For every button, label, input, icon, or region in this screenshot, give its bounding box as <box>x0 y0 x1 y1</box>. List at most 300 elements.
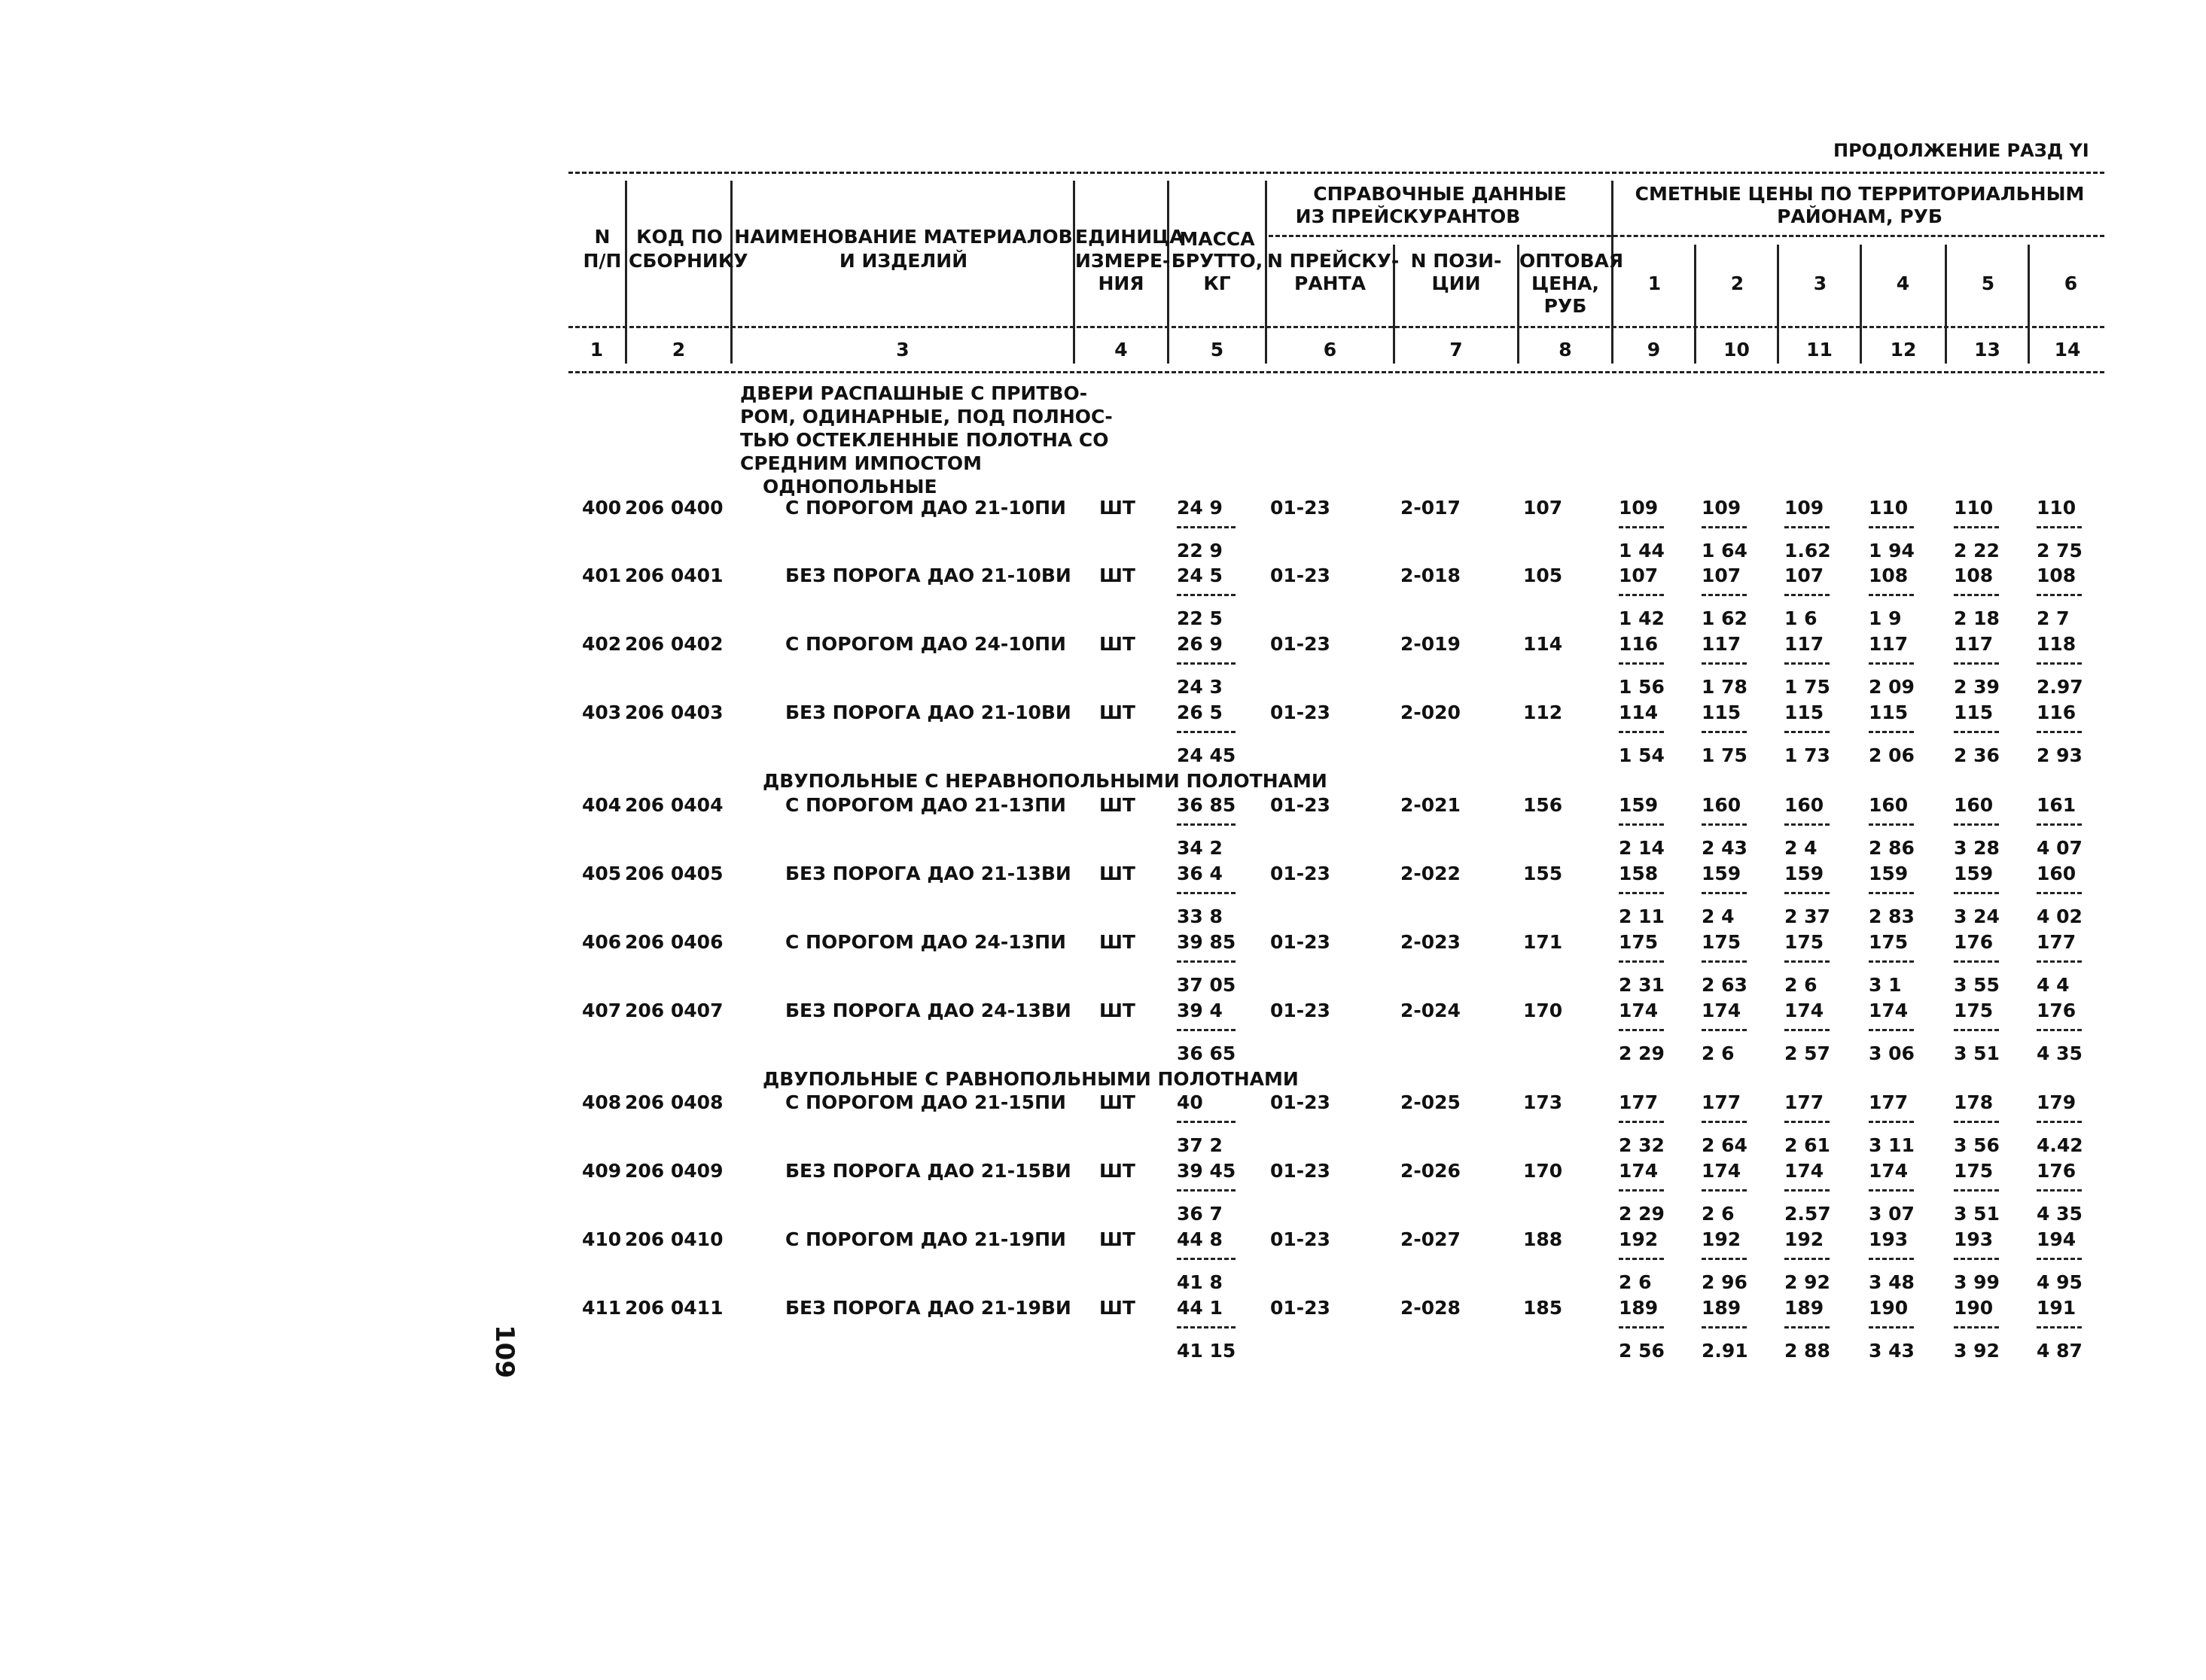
price-divider <box>1784 526 1830 528</box>
price-region-6: 118 <box>2037 633 2077 655</box>
row-wholesale: 173 <box>1523 1091 1563 1113</box>
price-alt-region-5: 3 99 <box>1954 1271 2000 1293</box>
price-alt-region-2: 2.91 <box>1702 1340 1748 1362</box>
price-alt-region-2: 2 43 <box>1702 837 1747 859</box>
row-position: 2-026 <box>1400 1160 1461 1182</box>
row-mass-alt: 41 15 <box>1177 1340 1236 1362</box>
header-name-line2: И ИЗДЕЛИЙ <box>839 250 968 272</box>
row-name: С ПОРОГОМ ДАО 21-10ПИ <box>785 497 1066 519</box>
price-region-5: 117 <box>1954 633 1994 655</box>
row-code: 206 0408 <box>625 1091 724 1113</box>
price-divider <box>1954 1326 1999 1328</box>
row-number: 407 <box>582 1000 622 1021</box>
section-unequal: ДВУПОЛЬНЫЕ С НЕРАВНОПОЛЬНЫМИ ПОЛОТНАМИ <box>763 770 1327 792</box>
row-mass-alt: 22 9 <box>1177 540 1223 562</box>
column-number-5: 5 <box>1210 339 1224 361</box>
row-position: 2-021 <box>1400 794 1461 816</box>
price-alt-region-3: 2 4 <box>1784 837 1818 859</box>
price-region-3: 109 <box>1784 497 1824 519</box>
header-mass-line2: БРУТТО, <box>1171 250 1263 272</box>
row-position: 2-023 <box>1400 931 1461 953</box>
price-region-3: 192 <box>1784 1228 1824 1250</box>
mass-divider <box>1177 960 1236 963</box>
price-divider <box>2037 1258 2082 1260</box>
price-region-2: 192 <box>1702 1228 1741 1250</box>
row-wholesale: 188 <box>1523 1228 1563 1250</box>
price-alt-region-1: 2 32 <box>1619 1134 1665 1156</box>
row-unit: ШТ <box>1099 931 1135 953</box>
price-region-5: 193 <box>1954 1228 1994 1250</box>
price-region-1: 109 <box>1619 497 1659 519</box>
price-divider <box>1702 1189 1747 1192</box>
row-number: 405 <box>582 863 622 884</box>
section-equal: ДВУПОЛЬНЫЕ С РАВНОПОЛЬНЫМИ ПОЛОТНАМИ <box>763 1068 1299 1090</box>
header-price-group-line2: РАЙОНАМ, РУБ <box>1777 205 1942 227</box>
row-mass: 36 85 <box>1177 794 1236 816</box>
header-pricelist-line1: N ПРЕЙСКУ- <box>1267 250 1400 272</box>
row-number: 409 <box>582 1160 622 1182</box>
mass-divider <box>1177 731 1236 733</box>
price-region-4: 190 <box>1869 1297 1909 1319</box>
row-wholesale: 155 <box>1523 863 1563 884</box>
continuation-label: ПРОДОЛЖЕНИЕ РАЗД YI <box>1833 140 2089 161</box>
row-code: 206 0402 <box>625 633 724 655</box>
row-unit: ШТ <box>1099 1000 1135 1021</box>
price-alt-region-3: 1.62 <box>1784 540 1831 562</box>
vrule <box>730 181 733 364</box>
header-np-line1: N <box>594 226 611 248</box>
price-region-5: 190 <box>1954 1297 1994 1319</box>
price-divider <box>2037 823 2082 826</box>
row-name: С ПОРОГОМ ДАО 21-19ПИ <box>785 1228 1066 1250</box>
row-code: 206 0400 <box>625 497 724 519</box>
price-divider <box>1954 731 1999 733</box>
row-mass: 40 <box>1177 1091 1203 1113</box>
price-divider <box>1619 892 1664 894</box>
price-divider <box>1702 1258 1747 1260</box>
header-region-4: 4 <box>1896 272 1910 294</box>
row-mass-alt: 41 8 <box>1177 1271 1223 1293</box>
price-divider <box>2037 892 2082 894</box>
price-region-1: 192 <box>1619 1228 1659 1250</box>
header-unit-line1: ЕДИНИЦА <box>1075 226 1184 248</box>
row-pricelist: 01-23 <box>1270 497 1330 519</box>
price-alt-region-3: 1 73 <box>1784 744 1830 766</box>
price-divider <box>1784 731 1830 733</box>
row-mass-alt: 24 3 <box>1177 676 1223 698</box>
row-name: БЕЗ ПОРОГА ДАО 21-10ВИ <box>785 702 1071 723</box>
price-divider <box>1619 594 1664 596</box>
price-region-4: 159 <box>1869 863 1909 884</box>
price-region-3: 189 <box>1784 1297 1824 1319</box>
row-position: 2-028 <box>1400 1297 1461 1319</box>
price-alt-region-2: 1 62 <box>1702 607 1747 629</box>
price-divider <box>1619 823 1664 826</box>
price-region-5: 176 <box>1954 931 1994 953</box>
row-number: 401 <box>582 565 622 586</box>
row-name: БЕЗ ПОРОГА ДАО 21-10ВИ <box>785 565 1071 586</box>
price-divider <box>1954 1029 1999 1031</box>
price-alt-region-4: 2 06 <box>1869 744 1915 766</box>
column-number-4: 4 <box>1114 339 1128 361</box>
section-intro-line4: СРЕДНИМ ИМПОСТОМ <box>740 452 982 474</box>
header-unit-line3: НИЯ <box>1098 272 1144 294</box>
header-unit-line2: ИЗМЕРЕ- <box>1075 250 1171 272</box>
price-region-2: 117 <box>1702 633 1741 655</box>
price-divider <box>1702 823 1747 826</box>
price-region-5: 108 <box>1954 565 1994 586</box>
column-number-10: 10 <box>1723 339 1750 361</box>
row-pricelist: 01-23 <box>1270 1297 1330 1319</box>
price-region-1: 114 <box>1619 702 1659 723</box>
price-divider <box>1954 960 1999 963</box>
price-region-4: 174 <box>1869 1000 1909 1021</box>
price-alt-region-6: 2 75 <box>2037 540 2083 562</box>
price-alt-region-4: 2 86 <box>1869 837 1915 859</box>
row-pricelist: 01-23 <box>1270 702 1330 723</box>
price-region-2: 174 <box>1702 1000 1741 1021</box>
price-divider <box>1869 594 1914 596</box>
row-mass: 24 5 <box>1177 565 1223 586</box>
row-mass: 44 1 <box>1177 1297 1223 1319</box>
row-number: 406 <box>582 931 622 953</box>
mass-divider <box>1177 662 1236 665</box>
header-pricelist-line2: РАНТА <box>1294 272 1366 294</box>
price-divider <box>1784 960 1830 963</box>
price-divider <box>2037 1189 2082 1192</box>
price-region-5: 160 <box>1954 794 1994 816</box>
price-alt-region-2: 2 64 <box>1702 1134 1747 1156</box>
price-alt-region-3: 2 6 <box>1784 974 1818 996</box>
column-number-6: 6 <box>1323 339 1337 361</box>
header-name-line1: НАИМЕНОВАНИЕ МАТЕРИАЛОВ <box>734 226 1073 248</box>
price-divider <box>1619 960 1664 963</box>
row-pricelist: 01-23 <box>1270 1160 1330 1182</box>
price-region-1: 174 <box>1619 1000 1659 1021</box>
price-divider <box>1954 594 1999 596</box>
price-divider <box>1702 731 1747 733</box>
row-wholesale: 170 <box>1523 1160 1563 1182</box>
price-alt-region-6: 4 35 <box>2037 1042 2083 1064</box>
price-divider <box>1702 1326 1747 1328</box>
header-position-line1: N ПОЗИ- <box>1410 250 1502 272</box>
row-wholesale: 156 <box>1523 794 1563 816</box>
price-divider <box>1869 823 1914 826</box>
row-wholesale: 170 <box>1523 1000 1563 1021</box>
row-wholesale: 114 <box>1523 633 1563 655</box>
row-unit: ШТ <box>1099 794 1135 816</box>
price-region-6: 194 <box>2037 1228 2077 1250</box>
row-mass: 26 9 <box>1177 633 1223 655</box>
price-region-1: 116 <box>1619 633 1659 655</box>
price-region-3: 177 <box>1784 1091 1824 1113</box>
price-alt-region-1: 2 6 <box>1619 1271 1652 1293</box>
row-position: 2-024 <box>1400 1000 1461 1021</box>
price-divider <box>2037 1326 2082 1328</box>
row-number: 402 <box>582 633 622 655</box>
mass-divider <box>1177 1121 1236 1123</box>
row-pricelist: 01-23 <box>1270 794 1330 816</box>
mass-divider <box>1177 823 1236 826</box>
price-alt-region-5: 3 51 <box>1954 1042 2000 1064</box>
row-unit: ШТ <box>1099 1160 1135 1182</box>
price-region-4: 160 <box>1869 794 1909 816</box>
price-alt-region-6: 4 07 <box>2037 837 2083 859</box>
price-region-2: 175 <box>1702 931 1741 953</box>
price-region-1: 189 <box>1619 1297 1659 1319</box>
row-wholesale: 171 <box>1523 931 1563 953</box>
price-region-2: 159 <box>1702 863 1741 884</box>
row-mass-alt: 36 7 <box>1177 1203 1223 1225</box>
price-region-3: 160 <box>1784 794 1824 816</box>
price-region-6: 160 <box>2037 863 2077 884</box>
header-region-1: 1 <box>1647 272 1662 294</box>
row-position: 2-027 <box>1400 1228 1461 1250</box>
price-divider <box>1619 731 1664 733</box>
price-region-2: 115 <box>1702 702 1741 723</box>
price-alt-region-6: 2 93 <box>2037 744 2083 766</box>
price-alt-region-1: 2 29 <box>1619 1203 1665 1225</box>
price-alt-region-5: 3 28 <box>1954 837 2000 859</box>
price-divider <box>1784 823 1830 826</box>
row-pricelist: 01-23 <box>1270 931 1330 953</box>
row-pricelist: 01-23 <box>1270 863 1330 884</box>
price-region-2: 109 <box>1702 497 1741 519</box>
row-name: БЕЗ ПОРОГА ДАО 21-15ВИ <box>785 1160 1071 1182</box>
header-mass-line1: МАССА <box>1179 228 1255 250</box>
header-region-3: 3 <box>1813 272 1827 294</box>
row-name: С ПОРОГОМ ДАО 21-13ПИ <box>785 794 1066 816</box>
price-alt-region-2: 2 6 <box>1702 1042 1735 1064</box>
price-divider <box>1702 1121 1747 1123</box>
price-alt-region-6: 4 4 <box>2037 974 2070 996</box>
row-code: 206 0405 <box>625 863 724 884</box>
price-region-3: 115 <box>1784 702 1824 723</box>
price-region-4: 108 <box>1869 565 1909 586</box>
row-position: 2-018 <box>1400 565 1461 586</box>
price-alt-region-1: 1 54 <box>1619 744 1665 766</box>
price-region-4: 115 <box>1869 702 1909 723</box>
price-alt-region-6: 4 35 <box>2037 1203 2083 1225</box>
price-alt-region-1: 2 29 <box>1619 1042 1665 1064</box>
price-alt-region-3: 2.57 <box>1784 1203 1831 1225</box>
row-wholesale: 107 <box>1523 497 1563 519</box>
vrule <box>1611 181 1613 364</box>
price-alt-region-2: 1 64 <box>1702 540 1747 562</box>
price-divider <box>1784 1326 1830 1328</box>
vrule <box>1073 181 1075 364</box>
price-alt-region-1: 2 14 <box>1619 837 1665 859</box>
mass-divider <box>1177 526 1236 528</box>
row-number: 411 <box>582 1297 622 1319</box>
price-alt-region-1: 1 56 <box>1619 676 1665 698</box>
price-region-1: 175 <box>1619 931 1659 953</box>
price-region-6: 176 <box>2037 1000 2077 1021</box>
row-code: 206 0410 <box>625 1228 724 1250</box>
price-divider <box>1954 892 1999 894</box>
price-divider <box>1619 1029 1664 1031</box>
price-divider <box>1784 662 1830 665</box>
section-intro-line2: РОМ, ОДИНАРНЫЕ, ПОД ПОЛНОС- <box>740 406 1113 428</box>
price-region-3: 159 <box>1784 863 1824 884</box>
price-alt-region-6: 2 7 <box>2037 607 2070 629</box>
price-alt-region-1: 2 56 <box>1619 1340 1665 1362</box>
price-alt-region-5: 3 92 <box>1954 1340 2000 1362</box>
price-alt-region-4: 1 94 <box>1869 540 1915 562</box>
price-divider <box>1954 1121 1999 1123</box>
rule-header-bottom <box>568 371 2104 373</box>
price-region-5: 175 <box>1954 1000 1994 1021</box>
row-name: С ПОРОГОМ ДАО 21-15ПИ <box>785 1091 1066 1113</box>
price-divider <box>1619 1189 1664 1192</box>
price-divider <box>1619 662 1664 665</box>
row-position: 2-020 <box>1400 702 1461 723</box>
row-mass: 39 4 <box>1177 1000 1223 1021</box>
row-number: 403 <box>582 702 622 723</box>
price-divider <box>1954 1189 1999 1192</box>
price-divider <box>1784 1121 1830 1123</box>
price-alt-region-6: 4 95 <box>2037 1271 2083 1293</box>
header-region-6: 6 <box>2064 272 2078 294</box>
price-region-2: 160 <box>1702 794 1741 816</box>
header-np-line2: П/П <box>583 250 622 272</box>
row-unit: ШТ <box>1099 702 1135 723</box>
price-divider <box>1869 892 1914 894</box>
price-region-5: 115 <box>1954 702 1994 723</box>
row-unit: ШТ <box>1099 1297 1135 1319</box>
row-mass-alt: 37 2 <box>1177 1134 1223 1156</box>
price-alt-region-3: 2 88 <box>1784 1340 1830 1362</box>
column-number-2: 2 <box>672 339 686 361</box>
column-number-11: 11 <box>1806 339 1833 361</box>
row-code: 206 0407 <box>625 1000 724 1021</box>
mass-divider <box>1177 1258 1236 1260</box>
price-region-1: 174 <box>1619 1160 1659 1182</box>
row-number: 400 <box>582 497 622 519</box>
price-divider <box>2037 1121 2082 1123</box>
row-unit: ШТ <box>1099 565 1135 586</box>
price-alt-region-2: 1 78 <box>1702 676 1747 698</box>
header-wholesale-line2: ЦЕНА, <box>1531 272 1600 294</box>
header-price-group-line1: СМЕТНЫЕ ЦЕНЫ ПО ТЕРРИТОРИАЛЬНЫМ <box>1635 183 2085 205</box>
price-divider <box>1784 1258 1830 1260</box>
mass-divider <box>1177 892 1236 894</box>
row-mass-alt: 24 45 <box>1177 744 1236 766</box>
price-alt-region-3: 1 6 <box>1784 607 1818 629</box>
price-divider <box>1702 892 1747 894</box>
vrule <box>1265 181 1267 364</box>
price-region-1: 177 <box>1619 1091 1659 1113</box>
header-ref-group-line2: ИЗ ПРЕЙСКУРАНТОВ <box>1295 205 1521 227</box>
row-mass-alt: 37 05 <box>1177 974 1236 996</box>
row-unit: ШТ <box>1099 633 1135 655</box>
price-alt-region-2: 2 4 <box>1702 905 1735 927</box>
price-region-5: 175 <box>1954 1160 1994 1182</box>
price-divider <box>1702 594 1747 596</box>
row-position: 2-017 <box>1400 497 1461 519</box>
row-pricelist: 01-23 <box>1270 565 1330 586</box>
price-region-1: 107 <box>1619 565 1659 586</box>
price-alt-region-1: 2 11 <box>1619 905 1665 927</box>
price-region-1: 158 <box>1619 863 1659 884</box>
price-divider <box>1869 526 1914 528</box>
price-alt-region-4: 2 83 <box>1869 905 1915 927</box>
row-wholesale: 105 <box>1523 565 1563 586</box>
row-position: 2-019 <box>1400 633 1461 655</box>
row-unit: ШТ <box>1099 863 1135 884</box>
price-alt-region-4: 2 09 <box>1869 676 1915 698</box>
price-alt-region-4: 3 43 <box>1869 1340 1915 1362</box>
row-name: С ПОРОГОМ ДАО 24-10ПИ <box>785 633 1066 655</box>
price-region-5: 110 <box>1954 497 1994 519</box>
row-pricelist: 01-23 <box>1270 1228 1330 1250</box>
price-alt-region-2: 2 63 <box>1702 974 1747 996</box>
price-divider <box>1784 892 1830 894</box>
price-divider <box>1702 1029 1747 1031</box>
price-region-3: 107 <box>1784 565 1824 586</box>
price-divider <box>1869 662 1914 665</box>
price-divider <box>1702 662 1747 665</box>
header-wholesale-line1: ОПТОВАЯ <box>1519 250 1624 272</box>
price-alt-region-6: 2.97 <box>2037 676 2083 698</box>
price-alt-region-4: 3 07 <box>1869 1203 1915 1225</box>
row-wholesale: 185 <box>1523 1297 1563 1319</box>
price-alt-region-1: 2 31 <box>1619 974 1665 996</box>
price-region-2: 174 <box>1702 1160 1741 1182</box>
price-divider <box>2037 662 2082 665</box>
price-alt-region-5: 2 39 <box>1954 676 2000 698</box>
price-alt-region-5: 3 24 <box>1954 905 2000 927</box>
column-number-14: 14 <box>2054 339 2081 361</box>
price-alt-region-6: 4.42 <box>2037 1134 2083 1156</box>
row-mass: 39 45 <box>1177 1160 1236 1182</box>
price-region-4: 193 <box>1869 1228 1909 1250</box>
section-intro-line3: ТЬЮ ОСТЕКЛЕННЫЕ ПОЛОТНА СО <box>740 429 1109 451</box>
price-region-4: 174 <box>1869 1160 1909 1182</box>
row-unit: ШТ <box>1099 497 1135 519</box>
price-divider <box>1954 823 1999 826</box>
mass-divider <box>1177 594 1236 596</box>
price-alt-region-1: 1 44 <box>1619 540 1665 562</box>
price-region-6: 108 <box>2037 565 2077 586</box>
row-number: 404 <box>582 794 622 816</box>
price-alt-region-4: 3 06 <box>1869 1042 1915 1064</box>
page-number: 109 <box>489 1325 520 1378</box>
price-region-3: 174 <box>1784 1160 1824 1182</box>
price-alt-region-5: 2 18 <box>1954 607 2000 629</box>
header-code-line1: КОД ПО <box>636 226 723 248</box>
rule-header-mid <box>1269 235 2104 237</box>
row-mass-alt: 36 65 <box>1177 1042 1236 1064</box>
row-mass: 39 85 <box>1177 931 1236 953</box>
price-alt-region-1: 1 42 <box>1619 607 1665 629</box>
price-region-2: 189 <box>1702 1297 1741 1319</box>
price-region-5: 159 <box>1954 863 1994 884</box>
price-region-3: 174 <box>1784 1000 1824 1021</box>
row-mass: 26 5 <box>1177 702 1223 723</box>
price-region-6: 161 <box>2037 794 2077 816</box>
price-divider <box>1619 526 1664 528</box>
price-region-6: 176 <box>2037 1160 2077 1182</box>
price-region-3: 117 <box>1784 633 1824 655</box>
price-region-6: 177 <box>2037 931 2077 953</box>
column-number-3: 3 <box>896 339 910 361</box>
price-alt-region-3: 1 75 <box>1784 676 1830 698</box>
price-alt-region-2: 2 6 <box>1702 1203 1735 1225</box>
rule-header-low <box>568 326 2104 328</box>
price-alt-region-5: 3 51 <box>1954 1203 2000 1225</box>
column-number-9: 9 <box>1647 339 1661 361</box>
